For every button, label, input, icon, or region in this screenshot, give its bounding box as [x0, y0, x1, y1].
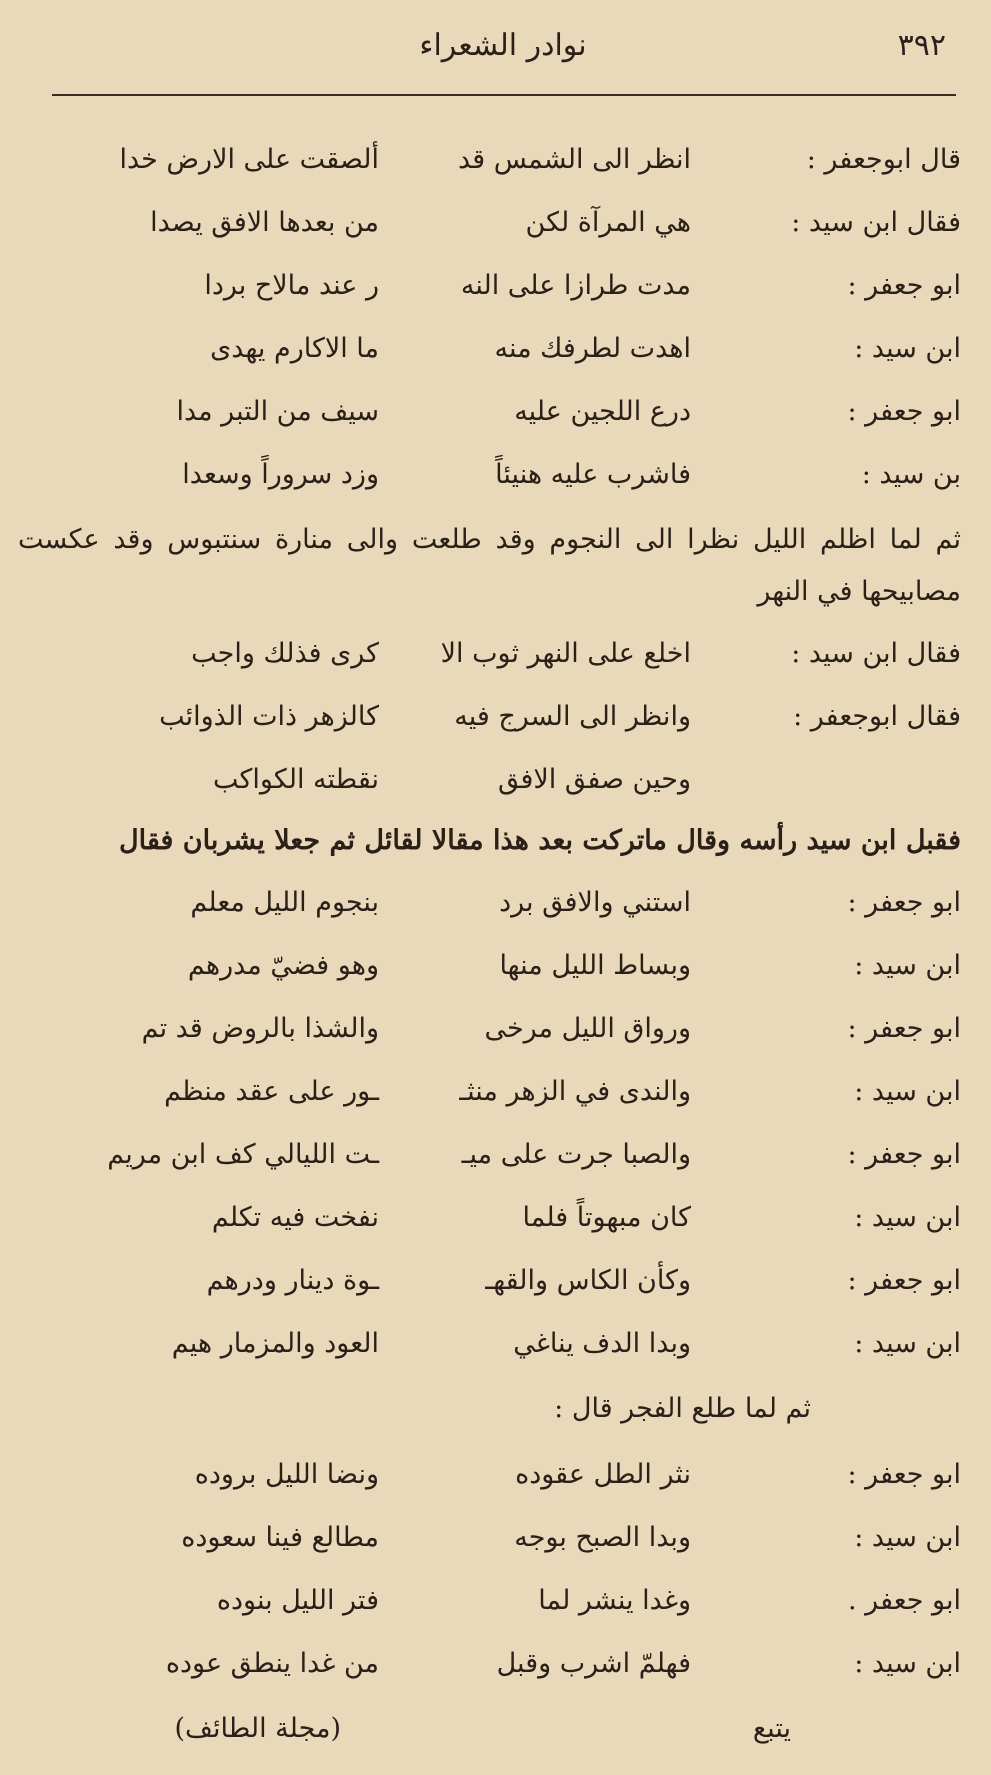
- first-hemistich: اخلع على النهر ثوب الا: [440, 638, 691, 669]
- first-hemistich: وبدا الدف يناغي: [513, 1328, 691, 1359]
- verse-line: [18, 1506, 961, 1569]
- stanza-3: [18, 871, 961, 1375]
- second-hemistich: فتر الليل بنوده: [216, 1585, 379, 1616]
- second-hemistich: والشذا بالروض قد تم: [141, 1013, 379, 1044]
- first-hemistich: والندى في الزهر منثـ: [459, 1076, 691, 1107]
- first-hemistich: وبدا الصبح بوجه: [514, 1522, 691, 1553]
- first-hemistich: مدت طرازا على النه: [460, 270, 691, 301]
- verse-line: [18, 1443, 961, 1506]
- verse-line: [18, 128, 961, 191]
- stanza-4: [18, 1443, 961, 1695]
- speaker: ابو جعفر :: [847, 1139, 961, 1170]
- verse-line: [18, 191, 961, 254]
- first-hemistich: استني والافق برد: [499, 887, 691, 918]
- speaker: ابن سيد :: [854, 1648, 961, 1679]
- first-hemistich: وحين صفق الافق: [497, 764, 691, 795]
- page-header: [60, 28, 946, 78]
- second-hemistich: نفخت فيه تكلم: [211, 1202, 379, 1233]
- speaker: ابن سيد :: [854, 1522, 961, 1553]
- first-hemistich: وانظر الى السرج فيه: [454, 701, 691, 732]
- first-hemistich: وبساط الليل منها: [499, 950, 691, 981]
- second-hemistich: وهو فضيّ مدرهم: [187, 950, 379, 981]
- verse-line: [18, 380, 961, 443]
- verse-line: [18, 871, 961, 934]
- running-title: نوادر الشعراء: [419, 28, 587, 63]
- second-hemistich: من غدا ينطق عوده: [165, 1648, 379, 1679]
- page-number: ٣٩٢: [897, 28, 946, 63]
- verse-line: [18, 1249, 961, 1312]
- first-hemistich: وكأن الكاس والقهـ: [485, 1265, 691, 1296]
- speaker: بن سيد :: [861, 459, 961, 490]
- first-hemistich: كان مبهوتاً فلما: [522, 1202, 691, 1233]
- speaker: ابو جعفر :: [847, 1013, 961, 1044]
- speaker: ابو جعفر :: [847, 887, 961, 918]
- speaker: قال ابوجعفر :: [806, 144, 961, 175]
- second-hemistich: وزد سروراً وسعدا: [182, 459, 379, 490]
- speaker: ابو جعفر :: [847, 1459, 961, 1490]
- page-body: [18, 128, 961, 1759]
- second-hemistich: ر عند مالاح بردا: [204, 270, 379, 301]
- speaker: ابن سيد :: [854, 1076, 961, 1107]
- first-hemistich: اهدت لطرفك منه: [494, 333, 691, 364]
- speaker: ابو جعفر .: [848, 1585, 961, 1616]
- speaker: ابن سيد :: [854, 333, 961, 364]
- second-hemistich: نقطته الكواكب: [213, 764, 379, 795]
- verse-line: [18, 685, 961, 748]
- first-hemistich: هي المرآة لكن: [525, 207, 691, 238]
- verse-line: [18, 1569, 961, 1632]
- verse-line: [18, 934, 961, 997]
- first-hemistich: والصبا جرت على ميـ: [461, 1139, 691, 1170]
- speaker: فقال ابن سيد :: [791, 638, 961, 669]
- first-hemistich: وغدا ينشر لما: [538, 1585, 691, 1616]
- first-hemistich: فهلمّ اشرب وقبل: [496, 1648, 691, 1679]
- speaker: ابو جعفر :: [847, 1265, 961, 1296]
- second-hemistich: مطالع فينا سعوده: [181, 1522, 379, 1553]
- first-hemistich: انظر الى الشمس قد: [458, 144, 691, 175]
- speaker: ابن سيد :: [854, 1202, 961, 1233]
- verse-line: [18, 748, 961, 811]
- verse-line: [18, 1123, 961, 1186]
- verse-line: [18, 622, 961, 685]
- verse-line: [18, 1060, 961, 1123]
- speaker: ابو جعفر :: [847, 396, 961, 427]
- speaker: ابن سيد :: [854, 950, 961, 981]
- prose-paragraph: ثم لما اظلم الليل نظرا الى النجوم وقد طلعت والى منارة سنتبوس وقد عكست مصابيحها في النهر: [18, 524, 961, 607]
- second-hemistich: كرى فذلك واجب: [191, 638, 379, 669]
- speaker: فقال ابن سيد :: [791, 207, 961, 238]
- section-heading: ثم لما طلع الفجر قال :: [554, 1393, 811, 1424]
- second-hemistich: بنجوم الليل معلم: [190, 887, 379, 918]
- verse-line: [18, 317, 961, 380]
- stanza-2: [18, 622, 961, 811]
- second-hemistich: ـت الليالي كف ابن مريم: [107, 1139, 379, 1170]
- second-hemistich: كالزهر ذات الذوائب: [159, 701, 379, 732]
- stanza-1: [18, 128, 961, 506]
- verse-line: [18, 1186, 961, 1249]
- source-citation: (مجلة الطائف): [174, 1713, 341, 1744]
- second-hemistich: من بعدها الافق يصدا: [150, 207, 379, 238]
- continued-note: يتبع: [752, 1713, 791, 1744]
- page-footer: [18, 1699, 961, 1759]
- speaker: ابن سيد :: [854, 1328, 961, 1359]
- second-hemistich: سيف من التبر مدا: [176, 396, 379, 427]
- verse-line: [18, 254, 961, 317]
- verse-line: [18, 1632, 961, 1695]
- first-hemistich: فاشرب عليه هنيئاً: [495, 459, 691, 490]
- first-hemistich: ورواق الليل مرخى: [484, 1013, 691, 1044]
- second-hemistich: ونضا الليل بروده: [194, 1459, 379, 1490]
- verse-line: [18, 1312, 961, 1375]
- second-hemistich: ما الاكارم يهدى: [210, 333, 379, 364]
- second-hemistich: ـوة دينار ودرهم: [206, 1265, 379, 1296]
- verse-line: [18, 443, 961, 506]
- header-rule: [52, 94, 956, 96]
- verse-line: [18, 997, 961, 1060]
- second-hemistich: ـور على عقد منظم: [164, 1076, 379, 1107]
- speaker: فقال ابوجعفر :: [793, 701, 961, 732]
- first-hemistich: درع اللجين عليه: [514, 396, 691, 427]
- second-hemistich: العود والمزمار هيم: [171, 1328, 379, 1359]
- first-hemistich: نثر الطل عقوده: [515, 1459, 691, 1490]
- prose-paragraph: فقبل ابن سيد رأسه وقال ماتركت بعد هذا مقالا لقائل ثم جعلا يشربان فقال: [119, 825, 961, 856]
- second-hemistich: ألصقت على الارض خدا: [119, 144, 379, 175]
- speaker: ابو جعفر :: [847, 270, 961, 301]
